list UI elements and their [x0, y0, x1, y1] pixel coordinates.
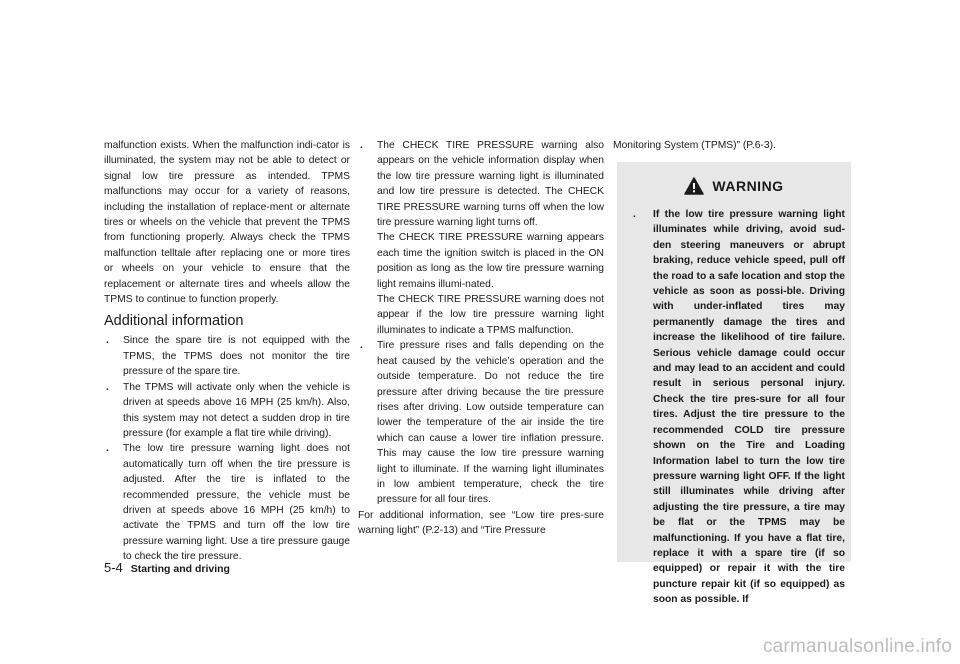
bullet-dot: .	[360, 140, 363, 151]
warning-label: WARNING	[712, 178, 784, 194]
closing-paragraph: For additional information, see “Low tire pres-sure warning light” (P.2-13) and “Tire Pressure	[358, 509, 604, 537]
bullet-dot: .	[106, 443, 109, 455]
warning-triangle-icon	[684, 177, 704, 195]
section-title: Starting and driving	[130, 563, 230, 575]
page-footer	[104, 560, 230, 575]
warning-box	[617, 162, 851, 606]
section-heading: Additional information	[104, 313, 244, 330]
watermark: carmanualsonline.info	[762, 636, 952, 657]
sub-paragraph: The CHECK TIRE PRESSURE warning does not appear if the low tire pressure warning light illuminates to indicate a TPMS malfunction.	[377, 294, 604, 336]
intro-paragraph: malfunction exists. When the malfunction indi-cator is illuminated, the system may not be able to detect or signal low tire pressure as intended. TPMS malfunctions may occur for a variety of reasons, including the installation of replace-ment or alternate tires or wheels on the vehicle that prevent the TPMS from functioning properly. Always check the TPMS malfunction telltale after replacing one or more tires or wheels on your vehicle to ensure that the replacement or alternate tires and wheels allow the TPMS to continue to function properly.	[104, 140, 350, 306]
warning-text: If the low tire pressure warning light illuminates while driving, avoid sud-den steering maneuvers or abrupt braking, reduce vehicle speed, pull off the road to a safe location and stop the vehicle as soon as possi-ble. Driving with under-inflated tires may permanently damage the tires and increase the likelihood of tire failure. Serious vehicle damage could occur and may lead to an accident and could result in serious personal injury. Check the tire pres-sure for all four tires. Adjust the tire pressure to the recommended COLD tire pressure shown on the Tire and Loading Information label to turn the low tire pressure warning light OFF. If the light still illuminates while driving after adjusting the tire pressure, a tire may be flat or the TPMS may be malfunctioning. If you have a flat tire, replace it with a spare tire (if so equipped) or repair it with the tire puncture repair kit (if so equipped) as soon as possible. If	[653, 209, 845, 606]
warning-header	[617, 165, 851, 207]
bullet-item	[358, 338, 604, 507]
bullet-item	[104, 380, 350, 442]
continuation-text: Monitoring System (TPMS)” (P.6-3).	[613, 140, 776, 151]
warning-body	[617, 207, 851, 608]
bullet-text: The low tire pressure warning light does not automatically turn off when the tire pressure is adjusted. After the tire is inflated to the recommended pressure, the vehicle must be driven at speeds above 16 MPH (25 km/h) to activate the TPMS and turn off the low tire pressure warning light. Use a tire pressure gauge to check the tire pressure.	[123, 443, 350, 563]
bullet-item	[104, 333, 350, 379]
page-number: 5-4	[104, 560, 123, 575]
bullet-dot: .	[106, 381, 109, 393]
bullet-dot: .	[106, 335, 109, 347]
bullet-dot: .	[360, 340, 363, 352]
bullet-text: Since the spare tire is not equipped with the TPMS, the TPMS does not monitor the tire pressure of the spare tire.	[123, 335, 350, 378]
bullet-text: Tire pressure rises and falls depending on the heat caused by the vehicle’s operation and the outside temperature. Do not reduce the tire pressure after driving because the tire pressure rises after driving. Low outside temperature can lower the temperature of the air inside the tire which can cause a lower tire inflation pressure. This may cause the low tire pressure warning light to illuminate. If the warning light illuminates in low ambient temperature, check the tire pressure for all four tires.	[377, 340, 604, 506]
bullet-item	[358, 138, 604, 230]
column-left	[104, 138, 350, 565]
bullet-dot: .	[633, 209, 636, 220]
column-right	[613, 138, 851, 153]
bullet-item	[104, 441, 350, 564]
column-middle	[358, 138, 604, 539]
bullet-text: The CHECK TIRE PRESSURE warning also appears on the vehicle information display when the low tire pressure warning light is illuminated and low tire pressure is detected. The CHECK TIRE PRESSURE warning turns off when the low tire pressure warning light turns off.	[377, 140, 604, 229]
bullet-text: The TPMS will activate only when the vehicle is driven at speeds above 16 MPH (25 km/h). Also, this system may not detect a sudden drop in tire pressure (for example a flat tire while driving).	[123, 381, 350, 439]
sub-paragraph: The CHECK TIRE PRESSURE warning appears each time the ignition switch is placed in the ON position as long as the low tire pressure warning light remains illumi-nated.	[377, 232, 604, 290]
